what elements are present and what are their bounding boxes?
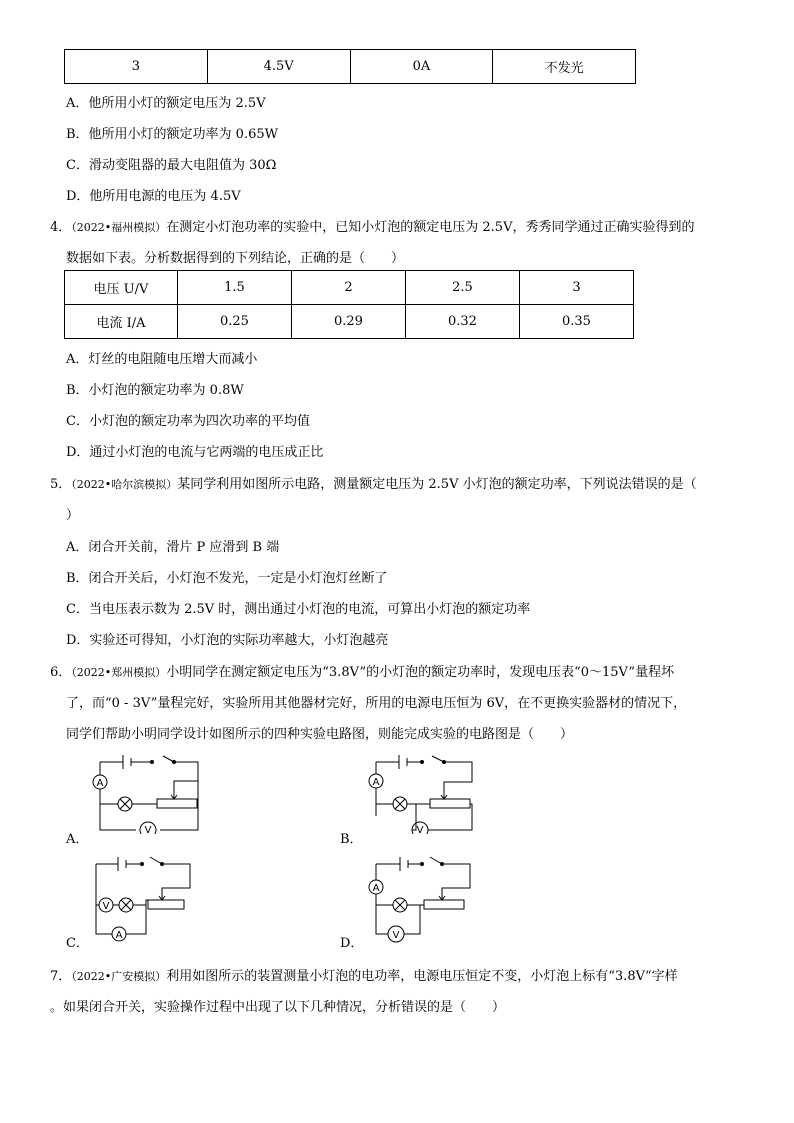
circuit-label-d: D． xyxy=(340,936,364,951)
circuit-label-a: A． xyxy=(66,832,89,847)
circuit-diagram-a xyxy=(90,752,210,834)
ammeter-label: A xyxy=(115,930,123,941)
voltmeter-label: V xyxy=(102,901,110,912)
table-cell: 3 xyxy=(65,50,208,84)
q3-option-c: C．滑动变阻器的最大电阻值为 30Ω xyxy=(66,158,277,173)
table-cell: 0.29 xyxy=(291,305,405,339)
question-source: （2022•广安模拟） xyxy=(71,970,167,983)
q5-option-a: A．闭合开关前，滑片 P 应滑到 B 端 xyxy=(66,540,280,555)
q7-stem-line2: 。如果闭合开关，实验操作过程中出现了以下几种情况，分析错误的是（ ） xyxy=(50,1000,506,1015)
q5-option-b: B．闭合开关后，小灯泡不发光，一定是小灯泡灯丝断了 xyxy=(66,571,388,586)
question-text: 在测定小灯泡功率的实验中，已知小灯泡的额定电压为 2.5V，秀秀同学通过正确实验得到的 xyxy=(166,220,695,235)
question-number: 6． xyxy=(50,665,72,680)
voltmeter-label: V xyxy=(416,825,424,834)
q3-option-b: B．他所用小灯的额定功率为 0.65W xyxy=(66,127,278,142)
question-source: （2022•福州模拟） xyxy=(71,221,167,234)
circuit-label-b: B． xyxy=(340,832,363,847)
q3-option-a: A．他所用小灯的额定电压为 2.5V xyxy=(66,96,266,111)
voltmeter-label: V xyxy=(392,930,400,941)
table-cell: 0.35 xyxy=(519,305,633,339)
table-cell: 4.5V xyxy=(207,50,350,84)
circuit-diagram-d xyxy=(364,852,484,946)
table-header-cell: 电流 I/A xyxy=(65,305,178,339)
q5-option-d: D．实验还可得知，小灯泡的实际功率越大，小灯泡越亮 xyxy=(66,633,389,648)
question-text: 小明同学在测定额定电压为“3.8V”的小灯泡的额定功率时，发现电压表“0～15V”量程坏 xyxy=(166,665,675,680)
q4-option-c: C．小灯泡的额定功率为四次功率的平均值 xyxy=(66,414,310,429)
question-text: 某同学利用如图所示电路，测量额定电压为 2.5V 小灯泡的额定功率，下列说法错误的是（ xyxy=(177,477,697,492)
ammeter-label: A xyxy=(96,778,104,789)
ammeter-label: A xyxy=(372,777,380,788)
rheostat-icon xyxy=(424,900,464,909)
table-cell: 不发光 xyxy=(493,50,636,84)
q4-stem-line2: 数据如下表。分析数据得到的下列结论，正确的是（ ） xyxy=(66,251,405,266)
q7-stem-line1 xyxy=(50,965,678,984)
circuit-label-c: C． xyxy=(66,936,89,951)
q3-option-d: D．他所用电源的电压为 4.5V xyxy=(66,189,241,204)
rheostat-icon xyxy=(430,799,470,808)
q6-stem-line1 xyxy=(50,661,674,680)
table-cell: 2 xyxy=(291,271,405,305)
table-cell: 0.32 xyxy=(405,305,519,339)
question-text: 利用如图所示的装置测量小灯泡的电功率，电源电压恒定不变，小灯泡上标有“3.8V“字样 xyxy=(166,969,678,984)
ammeter-label: A xyxy=(372,883,380,894)
question-source: （2022•郑州模拟） xyxy=(71,666,167,679)
q6-stem-line3: 同学们帮助小明同学设计如图所示的四种实验电路图，则能完成实验的电路图是（ ） xyxy=(66,727,574,742)
voltmeter-label: V xyxy=(144,825,152,834)
circuit-diagram-b xyxy=(364,752,484,834)
table-cell: 0A xyxy=(350,50,493,84)
question-number: 4． xyxy=(50,220,72,235)
rheostat-icon xyxy=(148,900,184,909)
q6-stem-line2: 了，而“0 - 3V”量程完好，实验所用其他器材完好，所用的电源电压恒为 6V，在不更换实验器材的情况下， xyxy=(66,696,687,711)
q5-option-c: C．当电压表示数为 2.5V 时，测出通过小灯泡的电流，可算出小灯泡的额定功率 xyxy=(66,602,531,617)
question-number: 7． xyxy=(50,969,72,984)
table-cell: 0.25 xyxy=(177,305,291,339)
table-cell: 2.5 xyxy=(405,271,519,305)
q4-stem-line1 xyxy=(50,216,694,235)
q5-stem-line1 xyxy=(50,473,697,492)
question-source: （2022•哈尔滨模拟） xyxy=(71,478,178,491)
circuit-diagram-c xyxy=(90,852,210,946)
table-cell: 1.5 xyxy=(177,271,291,305)
table-header-cell: 电压 U/V xyxy=(65,271,178,305)
q4-option-b: B．小灯泡的额定功率为 0.8W xyxy=(66,383,244,398)
q5-stem-line2: ） xyxy=(66,508,80,523)
q3-data-table xyxy=(64,49,636,84)
rheostat-icon xyxy=(157,799,197,808)
q4-option-a: A．灯丝的电阻随电压增大而减小 xyxy=(66,352,258,367)
question-number: 5． xyxy=(50,477,72,492)
q4-data-table xyxy=(64,270,634,339)
q4-option-d: D．通过小灯泡的电流与它两端的电压成正比 xyxy=(66,445,324,460)
table-cell: 3 xyxy=(519,271,633,305)
